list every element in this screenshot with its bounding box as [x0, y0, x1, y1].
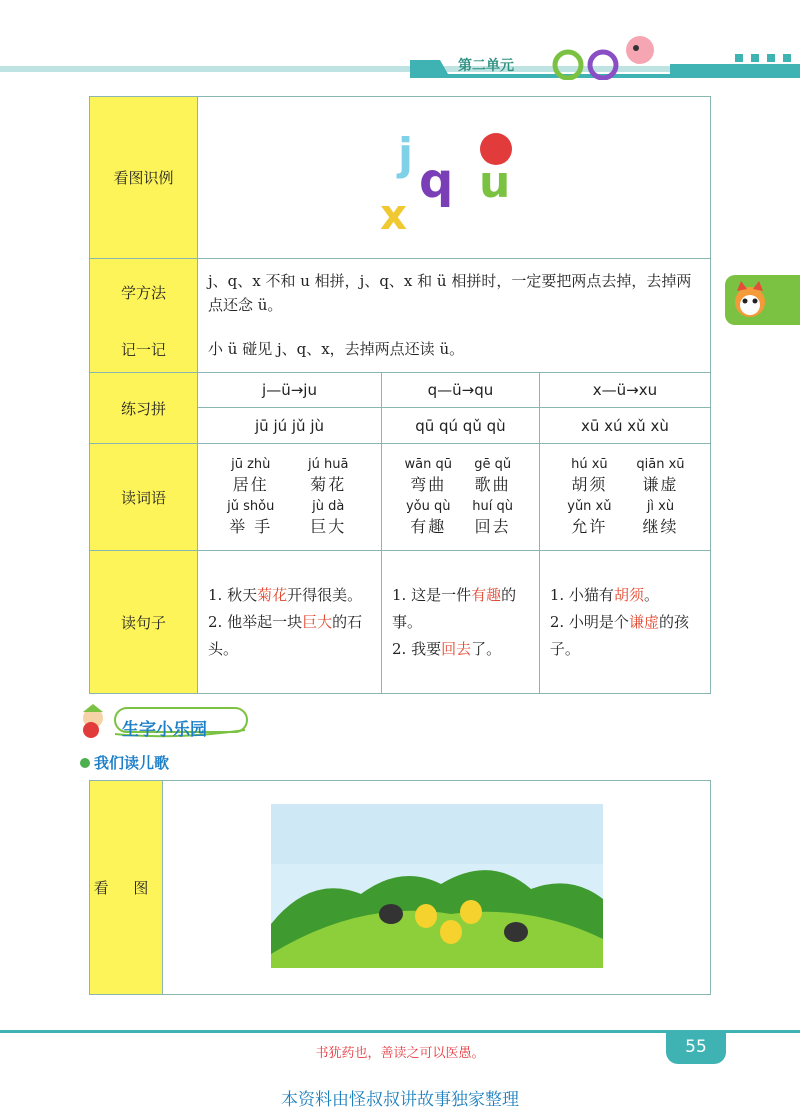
- chicks-illustration: [271, 804, 603, 968]
- svg-text:x: x: [380, 190, 408, 239]
- bullet-dot: [80, 758, 90, 768]
- label-look: 看图识例: [90, 97, 198, 259]
- remember-text: 小 ü 碰见 j、q、x，去掉两点还读 ü。: [198, 327, 711, 373]
- practice-tones: jū jú jǔ jù: [198, 408, 382, 444]
- svg-text:u: u: [479, 157, 511, 208]
- header-banner: [0, 0, 800, 80]
- sentence-cell: 1. 秋天菊花开得很美。 2. 他举起一块巨大的石头。: [198, 551, 382, 694]
- cat-face-icon: [725, 275, 775, 325]
- picture-table: [89, 780, 711, 995]
- unit-title: 第二单元: [458, 58, 514, 74]
- label-method: 学方法: [90, 259, 198, 327]
- label-words: 读词语: [90, 444, 198, 551]
- lesson-table: [89, 96, 711, 694]
- practice-tones: xū xú xǔ xù: [539, 408, 710, 444]
- sentence-cell: 1. 小猫有胡须。 2. 小明是个谦虚的孩子。: [539, 551, 710, 694]
- svg-text:q: q: [419, 153, 454, 209]
- practice-rule: q—ü→qu: [382, 373, 540, 408]
- page-number: 55: [666, 1030, 726, 1064]
- subsection-title: 我们读儿歌: [80, 752, 169, 773]
- label-sentences: 读句子: [90, 551, 198, 694]
- words-cell: jū zhù 居住 jú huā 菊花 jǔ shǒu 举 手 jù dà 巨大: [198, 444, 382, 551]
- sentence-cell: 1. 这是一件有趣的事。 2. 我要回去了。: [382, 551, 540, 694]
- practice-tones: qū qú qǔ qù: [382, 408, 540, 444]
- section-title: 生字小乐园: [122, 720, 207, 740]
- side-tab: [725, 275, 800, 325]
- label-practice: 练习拼: [90, 373, 198, 444]
- practice-rule: j—ü→ju: [198, 373, 382, 408]
- jqx-u-illustration: [374, 109, 534, 239]
- method-text: j、q、x 不和 u 相拼，j、q、x 和 ü 相拼时，一定要把两点去掉，去掉两点还念 ü。: [198, 259, 711, 327]
- words-cell: wān qū 弯曲 gē qǔ 歌曲 yǒu qù 有趣 huí qù 回去: [382, 444, 540, 551]
- label-remember: 记一记: [90, 327, 198, 373]
- practice-rule: x—ü→xu: [539, 373, 710, 408]
- footer-proverb: 书犹药也，善读之可以医愚。: [315, 1046, 485, 1061]
- svg-text:j: j: [398, 129, 414, 180]
- label-look-picture: 看 图: [90, 781, 163, 995]
- words-cell: hú xū 胡须 qiān xū 谦虚 yǔn xǔ 允许 jì xù 继续: [539, 444, 710, 551]
- credit-text: 本资料由怪叔叔讲故事独家整理: [281, 1090, 519, 1110]
